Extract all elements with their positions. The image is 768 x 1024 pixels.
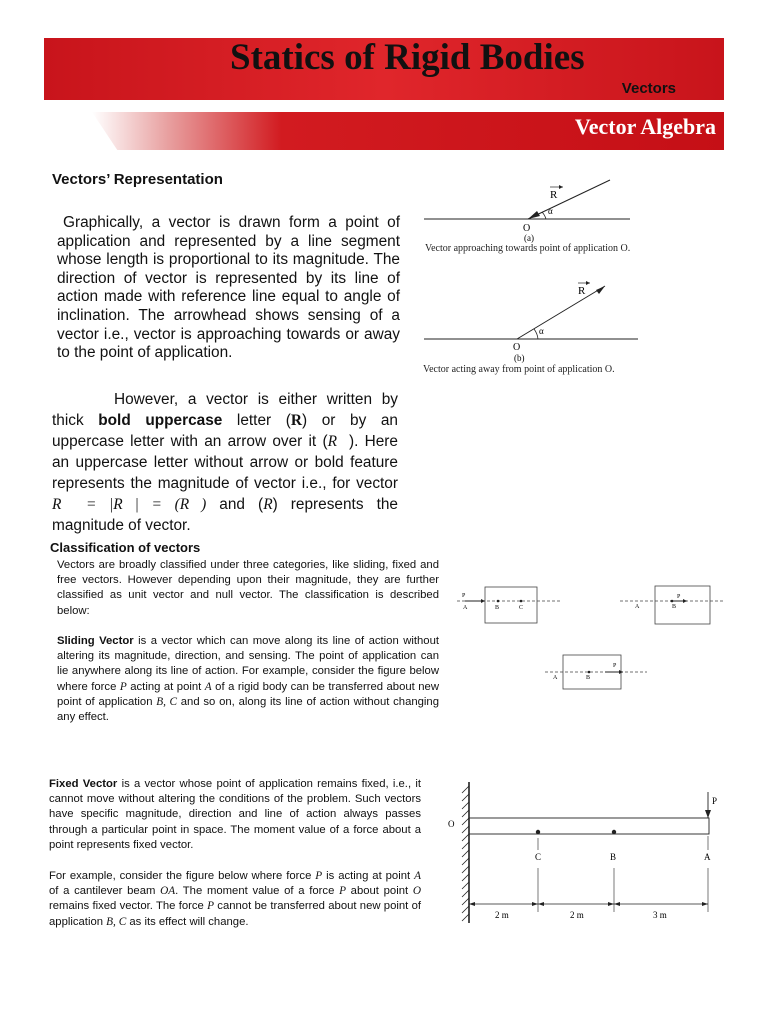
fixed-vector-example: For example, consider the figure below where force P is acting at point A of a cantilever beam OA. The moment value of a force P about point O remains fixed vector. The force P cannot be transferred about new point of application B, C as its effect will change.: [49, 870, 422, 928]
fig-b-label-alpha: α: [539, 326, 544, 336]
beam-dim-3: 3 m: [653, 910, 667, 920]
box3-label-a: A: [553, 675, 558, 681]
box1-label-a: A: [463, 605, 468, 611]
box3-label-p: P: [613, 663, 617, 669]
beam-dim-1: 2 m: [495, 910, 509, 920]
box1-label-b: B: [495, 605, 500, 611]
figure-vector-away: [420, 278, 680, 368]
fig-b-caption: Vector acting away from point of application O.: [423, 364, 615, 375]
fig-a-label-alpha: α: [548, 206, 553, 216]
representation-paragraph-2: However, a vector is either written by thick bold uppercase letter (R) or by an uppercase letter with an arrow over it (R⃗). Here an uppercase letter without arrow or bold feature represents the magnitude of vector i.e., for vector R⃗ = |R⃗| = (R⃗) and (R) represents the magnitude of vector.: [52, 391, 398, 534]
fixed-vector-paragraph: Fixed Vector is a vector whose point of application remains fixed, i.e., it cannot move without altering the conditions of the problem. Such vectors have specific magnitude, direction and line of action always passes through a particular point in space. The moment value of a force about a point represents fixed vector.: [49, 778, 421, 851]
beam-label-a: A: [704, 852, 711, 862]
beam-label-p: P: [712, 796, 718, 806]
sliding-vector-paragraph: Sliding Vector is a vector which can move along its line of action without altering its magnitude, direction, and sensing. The point of application can lie anywhere along its line of action. For example, consider the figure below where force P acting at point A of a rigid body can be transferred about new point of application B, C and so on, along its line of action without changing any effect.: [57, 635, 439, 724]
beam-label-o: O: [448, 819, 455, 829]
page-subtitle: Vectors: [621, 80, 676, 97]
box2-label-p: P: [677, 594, 681, 600]
fig-b-label-r: R: [578, 285, 586, 297]
figure-cantilever-beam: [440, 778, 730, 928]
box3-label-b: B: [586, 675, 591, 681]
beam-label-b: B: [610, 852, 617, 862]
box2-label-b: B: [672, 604, 677, 610]
box1-label-c: C: [519, 605, 524, 611]
representation-heading: Vectors’ Representation: [52, 171, 223, 188]
fig-b-tag: (b): [514, 353, 525, 363]
section-title: Vector Algebra: [574, 114, 716, 139]
classification-heading: Classification of vectors: [50, 540, 201, 555]
fig-a-label-o: O: [523, 223, 531, 234]
fig-a-label-r: R: [550, 189, 558, 201]
classification-intro: Vectors are broadly classified under three categories, like sliding, fixed and free vectors. However depending upon their magnitude, they are further classified as unit vector and null vector. The classification is described below:: [57, 559, 439, 617]
fig-a-tag: (a): [524, 233, 534, 243]
box2-label-a: A: [635, 604, 640, 610]
fig-a-caption: Vector approaching towards point of application O.: [425, 243, 631, 254]
beam-label-c: C: [535, 852, 542, 862]
representation-paragraph-1: Graphically, a vector is drawn form a point of application and represented by a line segment whose length is proportional to its magnitude. The direction of vector is represented by its line of action made with reference line equal to angle of inclination. The arrowhead shows sensing of a vector i.e., vector is approaching towards or away to the point of application.: [57, 214, 400, 362]
figure-sliding-vector: [455, 583, 725, 693]
beam-dim-2: 2 m: [570, 910, 584, 920]
page-title: Statics of Rigid Bodies: [230, 37, 585, 78]
box1-label-p: P: [462, 593, 466, 599]
fig-b-label-o: O: [513, 342, 521, 353]
